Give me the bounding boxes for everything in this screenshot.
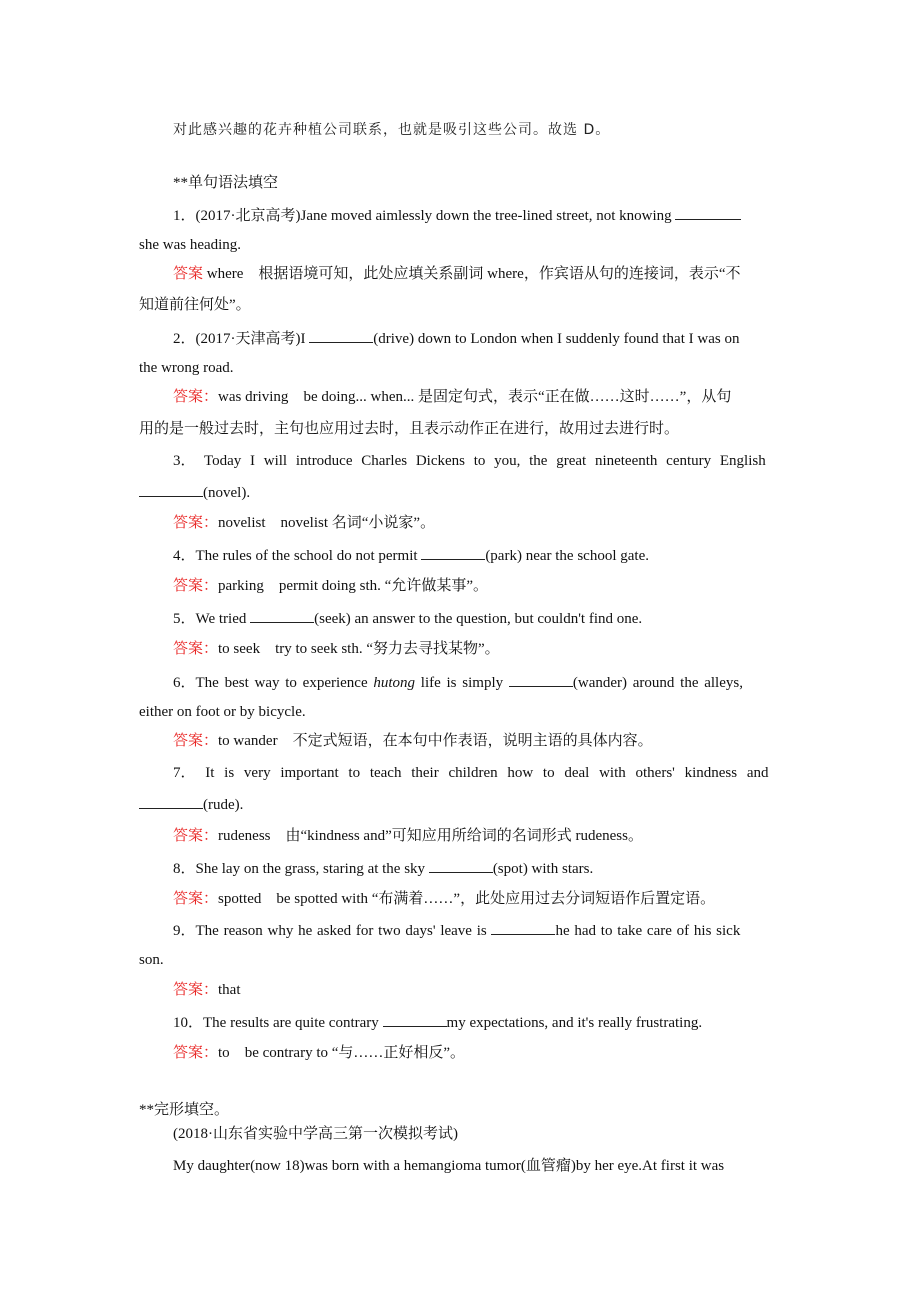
answer-label: 答案	[173, 266, 204, 282]
answer-7	[173, 826, 643, 846]
question-1-line-2: she was heading.	[139, 237, 242, 253]
question-number: 2．	[173, 331, 196, 347]
cloze-source: (2018·山东省实验中学高三第一次模拟考试)	[173, 1126, 458, 1142]
fill-blank	[139, 482, 203, 497]
fill-blank	[429, 858, 493, 873]
answer-value: to seek	[218, 641, 261, 657]
fill-blank	[309, 328, 373, 343]
answer-label: 答案：	[173, 515, 219, 531]
answer-explanation: be spotted with “布满着……”，此处应用过去分词短语作后置定语。	[276, 891, 716, 907]
answer-value: novelist	[218, 515, 266, 531]
question-text-post: (rude).	[203, 797, 244, 813]
question-text-post: (drive) down to London when I suddenly found that I was on	[373, 331, 740, 347]
answer-value: was driving	[218, 389, 289, 405]
question-text-post: he had to take care of his sick	[555, 923, 741, 939]
question-text-post: (seek) an answer to the question, but couldn't find one.	[314, 611, 643, 627]
question-text-pre: The reason why he asked for two days' leave is	[195, 923, 487, 939]
answer-label: 答案：	[173, 578, 219, 594]
fill-blank	[250, 608, 314, 623]
question-8	[173, 858, 593, 878]
question-4	[173, 545, 649, 565]
question-text-post: (novel).	[203, 485, 251, 501]
section-heading-grammar-fill: **单句语法填空	[173, 175, 279, 191]
answer-label: 答案：	[173, 641, 219, 657]
question-text: Jane moved aimlessly down the tree-lined street, not knowing	[300, 208, 672, 224]
question-7-line-2	[139, 794, 243, 814]
answer-2-line-2: 用的是一般过去时，主句也应用过去时，且表示动作正在进行，故用过去进行时。	[139, 421, 680, 437]
answer-label: 答案：	[173, 891, 219, 907]
answer-explanation: permit doing sth. “允许做某事”。	[278, 578, 488, 594]
answer-explanation: 由“kindness and”可知应用所给词的名词形式 rudeness。	[285, 828, 643, 844]
question-text: It is very important to teach their children how to deal with others' kindness and	[205, 765, 769, 781]
question-text-pre: The best way to experience	[195, 675, 368, 691]
answer-6	[173, 731, 653, 751]
cloze-passage-line-1: My daughter(now 18)was born with a hemangioma tumor(血管瘤)by her eye.At first it was	[173, 1158, 725, 1174]
answer-value: to wander	[218, 733, 278, 749]
fill-blank	[139, 794, 203, 809]
answer-5	[173, 639, 500, 659]
answer-value: that	[218, 982, 241, 998]
question-text-pre: I	[300, 331, 306, 347]
question-number: 1．	[173, 208, 196, 224]
answer-value: rudeness	[218, 828, 271, 844]
answer-1-line-2: 知道前往何处”。	[139, 297, 251, 313]
fill-blank	[383, 1012, 447, 1027]
question-2-line-2: the wrong road.	[139, 360, 234, 376]
answer-value: spotted	[218, 891, 262, 907]
answer-9	[173, 980, 241, 1000]
answer-8	[173, 889, 715, 909]
question-text-pre: She lay on the grass, staring at the sky	[195, 861, 426, 877]
answer-value: parking	[218, 578, 264, 594]
question-text-post: my expectations, and it's really frustrating.	[446, 1015, 703, 1031]
question-text: Today I will introduce Charles Dickens to you, the great nineteenth century English	[204, 453, 766, 469]
answer-label: 答案：	[173, 733, 219, 749]
answer-explanation: be doing... when... 是固定句式，表示“正在做……这时……”，从句	[303, 389, 732, 405]
question-number: 9．	[173, 923, 196, 939]
section-heading-cloze: **完形填空。	[139, 1102, 230, 1118]
question-text-mid: life is simply	[420, 675, 504, 691]
question-number: 3．	[173, 453, 196, 469]
answer-label: 答案：	[173, 1045, 219, 1061]
question-number: 7．	[173, 765, 196, 781]
question-number: 6．	[173, 675, 196, 691]
question-3-line-1	[173, 451, 766, 471]
answer-value: to	[218, 1045, 230, 1061]
question-text-post: (wander) around the alleys,	[572, 675, 743, 691]
answer-4	[173, 576, 488, 596]
answer-explanation: novelist 名词“小说家”。	[280, 515, 436, 531]
previous-explanation-continuation: 对此感兴趣的花卉种植公司联系，也就是吸引这些公司。故选 D。	[173, 122, 611, 138]
answer-explanation: 不定式短语，在本句中作表语，说明主语的具体内容。	[292, 733, 653, 749]
question-7-line-1	[173, 763, 769, 783]
question-source: (2017·天津高考)	[195, 331, 301, 347]
answer-explanation: 根据语境可知，此处应填关系副词 where，作宾语从句的连接词，表示“不	[258, 266, 741, 282]
fill-blank	[675, 205, 741, 220]
question-9-line-2: son.	[139, 952, 164, 968]
answer-2-line-1	[173, 387, 731, 407]
question-6-line-2: either on foot or by bicycle.	[139, 704, 306, 720]
answer-label: 答案：	[173, 389, 219, 405]
question-5	[173, 608, 642, 628]
question-number: 10．	[173, 1015, 204, 1031]
question-text-pre: We tried	[195, 611, 247, 627]
question-6-line-1	[173, 672, 743, 692]
fill-blank	[421, 545, 485, 560]
question-source: (2017·北京高考)	[195, 208, 301, 224]
question-text-pre: The results are quite contrary	[203, 1015, 379, 1031]
question-10	[173, 1012, 702, 1032]
answer-label: 答案：	[173, 982, 219, 998]
question-number: 4．	[173, 548, 196, 564]
answer-3	[173, 513, 435, 533]
question-3-line-2	[139, 482, 250, 502]
question-1-line-1	[173, 205, 741, 225]
answer-10	[173, 1043, 465, 1063]
fill-blank	[509, 672, 573, 687]
answer-explanation: try to seek sth. “努力去寻找某物”。	[275, 641, 500, 657]
question-text-post: (spot) with stars.	[492, 861, 594, 877]
answer-value: where	[206, 266, 244, 282]
answer-explanation: be contrary to “与……正好相反”。	[244, 1045, 466, 1061]
italic-term: hutong	[373, 675, 416, 691]
fill-blank	[491, 920, 555, 935]
answer-label: 答案：	[173, 828, 219, 844]
question-text-pre: The rules of the school do not permit	[195, 548, 418, 564]
question-9-line-1	[173, 920, 740, 940]
question-number: 5．	[173, 611, 196, 627]
question-2-line-1	[173, 328, 739, 348]
answer-1-line-1	[173, 264, 740, 284]
question-text-post: (park) near the school gate.	[485, 548, 649, 564]
question-number: 8．	[173, 861, 196, 877]
